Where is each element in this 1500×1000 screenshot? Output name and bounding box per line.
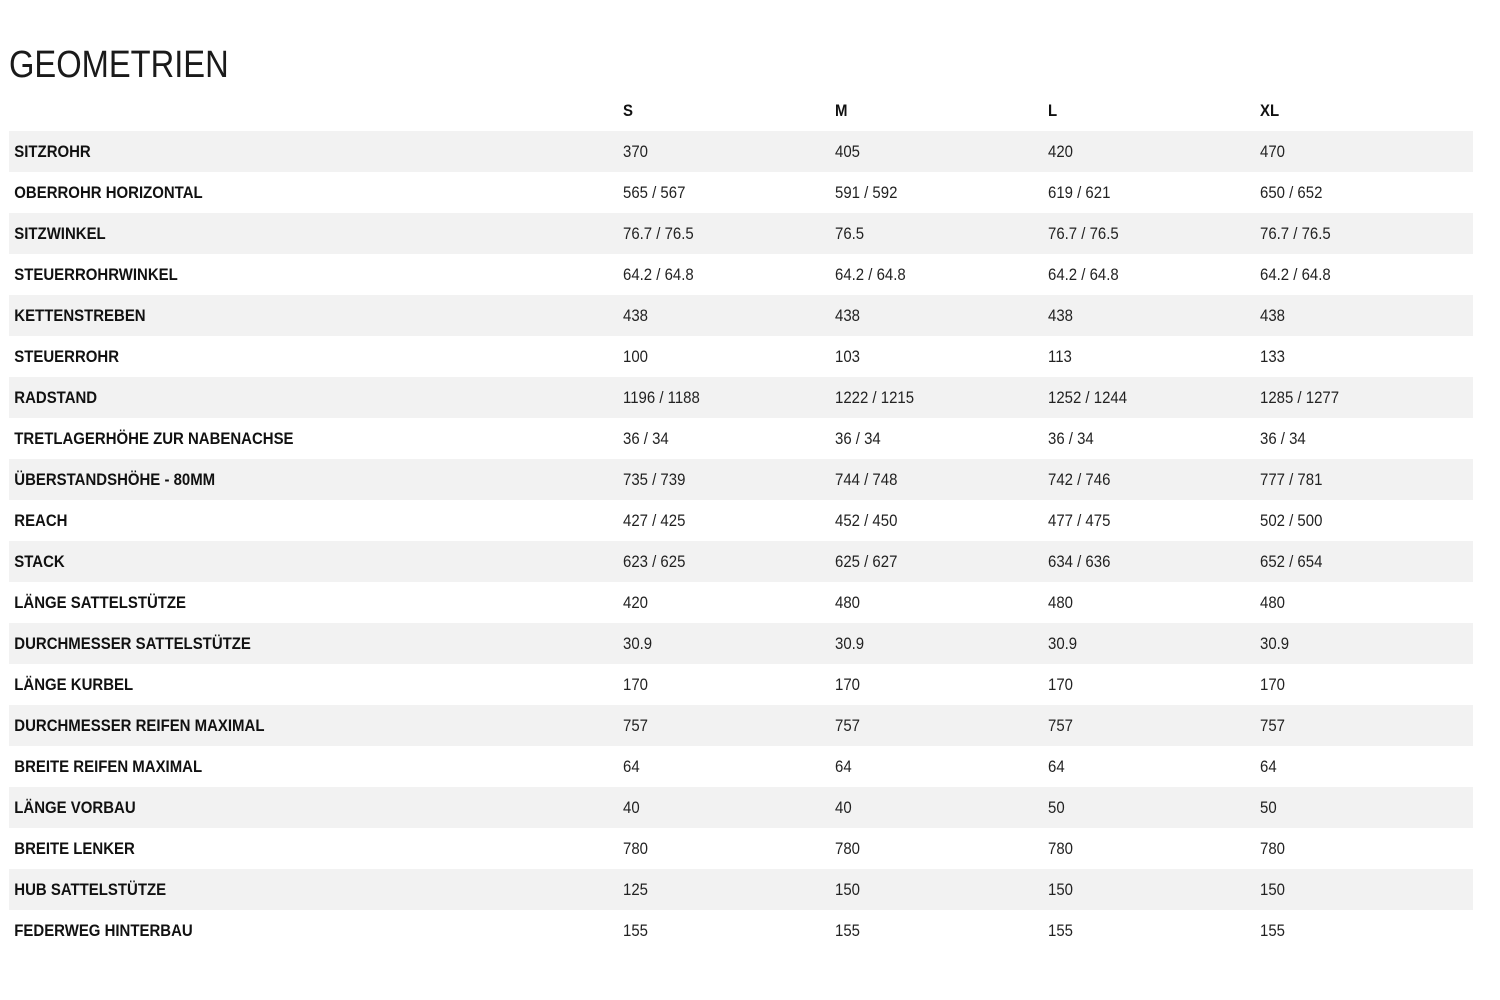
row-value-s: 780 [622,838,648,858]
table-row [9,910,1473,951]
row-value-l: 155 [1047,920,1073,940]
row-value-s: 1196 / 1188 [622,387,700,407]
row-value-m: 30.9 [835,633,865,653]
row-value-s: 36 / 34 [622,428,669,448]
row-value-m: 591 / 592 [835,182,898,202]
row-label: RADSTAND [14,387,98,407]
row-value-s: 757 [622,715,648,735]
row-value-m: 480 [835,592,861,612]
row-value-m: 40 [835,797,852,817]
row-value-l: 757 [1047,715,1073,735]
page-title: GEOMETRIEN [9,44,229,86]
row-label: DURCHMESSER REIFEN MAXIMAL [14,715,265,735]
row-value-l: 634 / 636 [1047,551,1111,571]
row-value-l: 64 [1047,756,1065,776]
row-value-xl: 170 [1260,674,1286,694]
row-value-m: 780 [835,838,861,858]
row-value-s: 100 [622,346,648,366]
header-size-l: L [1047,100,1057,120]
row-value-xl: 757 [1260,715,1286,735]
row-value-s: 64.2 / 64.8 [622,264,694,284]
row-value-m: 625 / 627 [835,551,898,571]
row-value-l: 30.9 [1047,633,1077,653]
row-value-l: 477 / 475 [1047,510,1111,530]
row-value-l: 150 [1047,879,1073,899]
header-size-s: S [622,100,633,120]
row-value-xl: 30.9 [1260,633,1290,653]
row-value-m: 438 [835,305,861,325]
row-value-s: 64 [622,756,640,776]
row-value-s: 370 [622,141,648,161]
row-value-xl: 650 / 652 [1260,182,1323,202]
row-value-xl: 1285 / 1277 [1260,387,1340,407]
row-value-m: 405 [835,141,861,161]
row-value-xl: 652 / 654 [1260,551,1323,571]
row-value-s: 623 / 625 [622,551,685,571]
table-row [9,582,1473,623]
row-value-s: 427 / 425 [622,510,685,530]
row-label: KETTENSTREBEN [14,305,146,325]
row-label: FEDERWEG HINTERBAU [14,920,193,940]
row-value-m: 155 [835,920,861,940]
row-value-xl: 150 [1260,879,1286,899]
table-row [9,705,1473,746]
row-value-l: 438 [1047,305,1073,325]
row-value-s: 76.7 / 76.5 [622,223,694,243]
table-row [9,541,1473,582]
row-value-m: 150 [835,879,861,899]
row-value-m: 76.5 [835,223,865,243]
row-value-xl: 777 / 781 [1260,469,1323,489]
table-row [9,746,1473,787]
row-value-l: 50 [1047,797,1065,817]
row-value-xl: 133 [1260,346,1286,366]
header-size-xl: XL [1260,100,1280,120]
row-label: STEUERROHRWINKEL [14,264,178,284]
row-value-m: 103 [835,346,861,366]
row-value-s: 155 [622,920,648,940]
row-label: BREITE REIFEN MAXIMAL [14,756,203,776]
row-value-m: 64 [835,756,852,776]
row-value-xl: 155 [1260,920,1286,940]
row-value-l: 64.2 / 64.8 [1047,264,1119,284]
table-row [9,459,1473,500]
row-value-l: 113 [1047,346,1072,366]
row-value-xl: 780 [1260,838,1286,858]
row-value-l: 742 / 746 [1047,469,1111,489]
table-row [9,418,1473,459]
table-row [9,172,1473,213]
row-value-l: 76.7 / 76.5 [1047,223,1119,243]
table-row [9,623,1473,664]
row-label: LÄNGE VORBAU [14,797,136,817]
row-value-s: 735 / 739 [622,469,685,489]
table-body [9,131,1473,951]
table-row [9,131,1473,172]
table-header-row [9,90,1473,131]
table-row [9,869,1473,910]
table-row [9,377,1473,418]
table-row [9,664,1473,705]
row-value-s: 438 [622,305,648,325]
table-row [9,787,1473,828]
row-value-s: 125 [622,879,648,899]
row-label: SITZROHR [14,141,91,161]
geometry-table [9,90,1473,951]
table-row [9,828,1473,869]
row-value-s: 565 / 567 [622,182,685,202]
row-value-xl: 480 [1260,592,1286,612]
row-value-l: 170 [1047,674,1073,694]
row-value-m: 64.2 / 64.8 [835,264,906,284]
row-value-l: 36 / 34 [1047,428,1094,448]
row-value-l: 480 [1047,592,1073,612]
row-value-s: 170 [622,674,648,694]
row-label: TRETLAGERHÖHE ZUR NABENACHSE [14,428,294,448]
row-value-m: 757 [835,715,861,735]
row-label: HUB SATTELSTÜTZE [14,879,167,899]
row-value-s: 30.9 [622,633,652,653]
row-value-m: 36 / 34 [835,428,881,448]
row-value-xl: 502 / 500 [1260,510,1323,530]
row-value-m: 1222 / 1215 [835,387,915,407]
table-row [9,500,1473,541]
row-label: BREITE LENKER [14,838,135,858]
row-value-s: 40 [622,797,640,817]
row-value-m: 170 [835,674,861,694]
row-label: LÄNGE KURBEL [14,674,134,694]
row-value-l: 1252 / 1244 [1047,387,1127,407]
row-value-xl: 438 [1260,305,1286,325]
row-value-s: 420 [622,592,648,612]
table-row [9,336,1473,377]
row-value-xl: 50 [1260,797,1278,817]
row-value-xl: 76.7 / 76.5 [1260,223,1332,243]
row-label: ÜBERSTANDSHÖHE - 80MM [14,469,216,489]
row-value-l: 780 [1047,838,1073,858]
header-size-m: M [835,100,848,120]
row-value-m: 452 / 450 [835,510,898,530]
row-label: LÄNGE SATTELSTÜTZE [14,592,187,612]
table-row [9,254,1473,295]
row-label: STEUERROHR [14,346,120,366]
row-value-xl: 470 [1260,141,1286,161]
row-value-l: 619 / 621 [1047,182,1111,202]
row-value-xl: 36 / 34 [1260,428,1307,448]
table-row [9,213,1473,254]
row-label: REACH [14,510,68,530]
row-value-xl: 64.2 / 64.8 [1260,264,1332,284]
row-label: STACK [14,551,65,571]
table-row [9,295,1473,336]
row-value-m: 744 / 748 [835,469,898,489]
row-label: OBERROHR HORIZONTAL [14,182,203,202]
row-label: SITZWINKEL [14,223,106,243]
row-value-xl: 64 [1260,756,1278,776]
row-value-l: 420 [1047,141,1073,161]
row-label: DURCHMESSER SATTELSTÜTZE [14,633,251,653]
